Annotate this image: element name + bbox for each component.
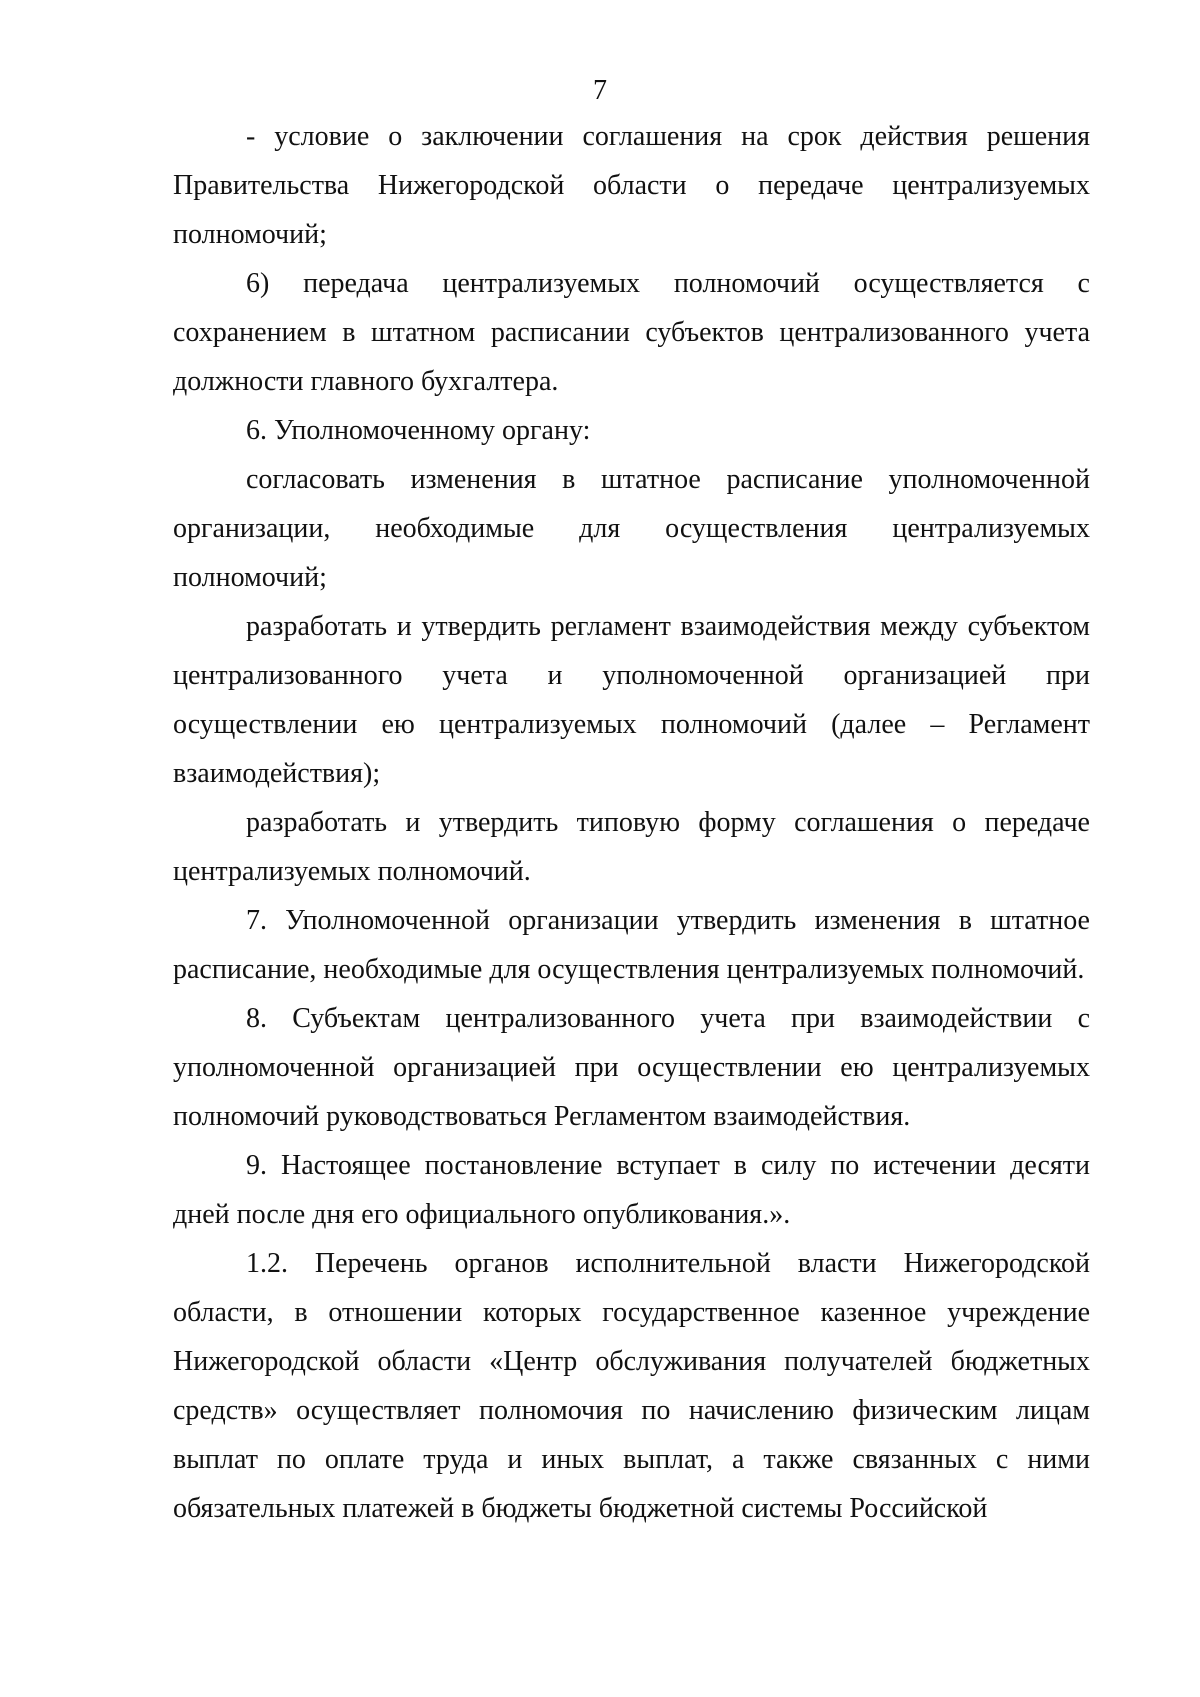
- paragraph-clause-6-heading: 6. Уполномоченному органу:: [246, 415, 591, 446]
- page-number: 7: [593, 75, 607, 106]
- paragraph-develop-standard-form: разработать и утвердить типовую форму соглашения о передаче централизуемых полномочий.: [173, 807, 1090, 887]
- paragraph-clause-1-2: 1.2. Перечень органов исполнительной власти Нижегородской области, в отношении которых государственное казенное учреждение Нижегородской области «Центр обслуживания получателей бюджетных средств» осуществляет полномочия по начислению физическим лицам выплат по оплате труда и иных выплат, а также связанных с ними обязательных платежей в бюджеты бюджетной системы Российской: [173, 1248, 1090, 1524]
- paragraph-clause-8: 8. Субъектам централизованного учета при взаимодействии с уполномоченной организацией при осуществлении ею централизуемых полномочий руководствоваться Регламентом взаимодействия.: [173, 1003, 1090, 1132]
- document-body: [173, 112, 1090, 1533]
- paragraph-develop-regulation: разработать и утвердить регламент взаимодействия между субъектом централизованного учета и уполномоченной организацией при осуществлении ею централизуемых полномочий (далее – Регламент взаимодействия);: [173, 611, 1090, 789]
- paragraph-item-6-transfer: 6) передача централизуемых полномочий осуществляется с сохранением в штатном расписании субъектов централизованного учета должности главного бухгалтера.: [173, 268, 1090, 397]
- paragraph-clause-9: 9. Настоящее постановление вступает в силу по истечении десяти дней после дня его официального опубликования.».: [173, 1150, 1090, 1230]
- paragraph-approve-staffing-changes: согласовать изменения в штатное расписание уполномоченной организации, необходимые для осуществления централизуемых полномочий;: [173, 464, 1090, 593]
- paragraph-agreement-term-condition: - условие о заключении соглашения на срок действия решения Правительства Нижегородской области о передаче централизуемых полномочий;: [173, 121, 1090, 250]
- paragraph-clause-7: 7. Уполномоченной организации утвердить изменения в штатное расписание, необходимые для осуществления централизуемых полномочий.: [173, 905, 1090, 985]
